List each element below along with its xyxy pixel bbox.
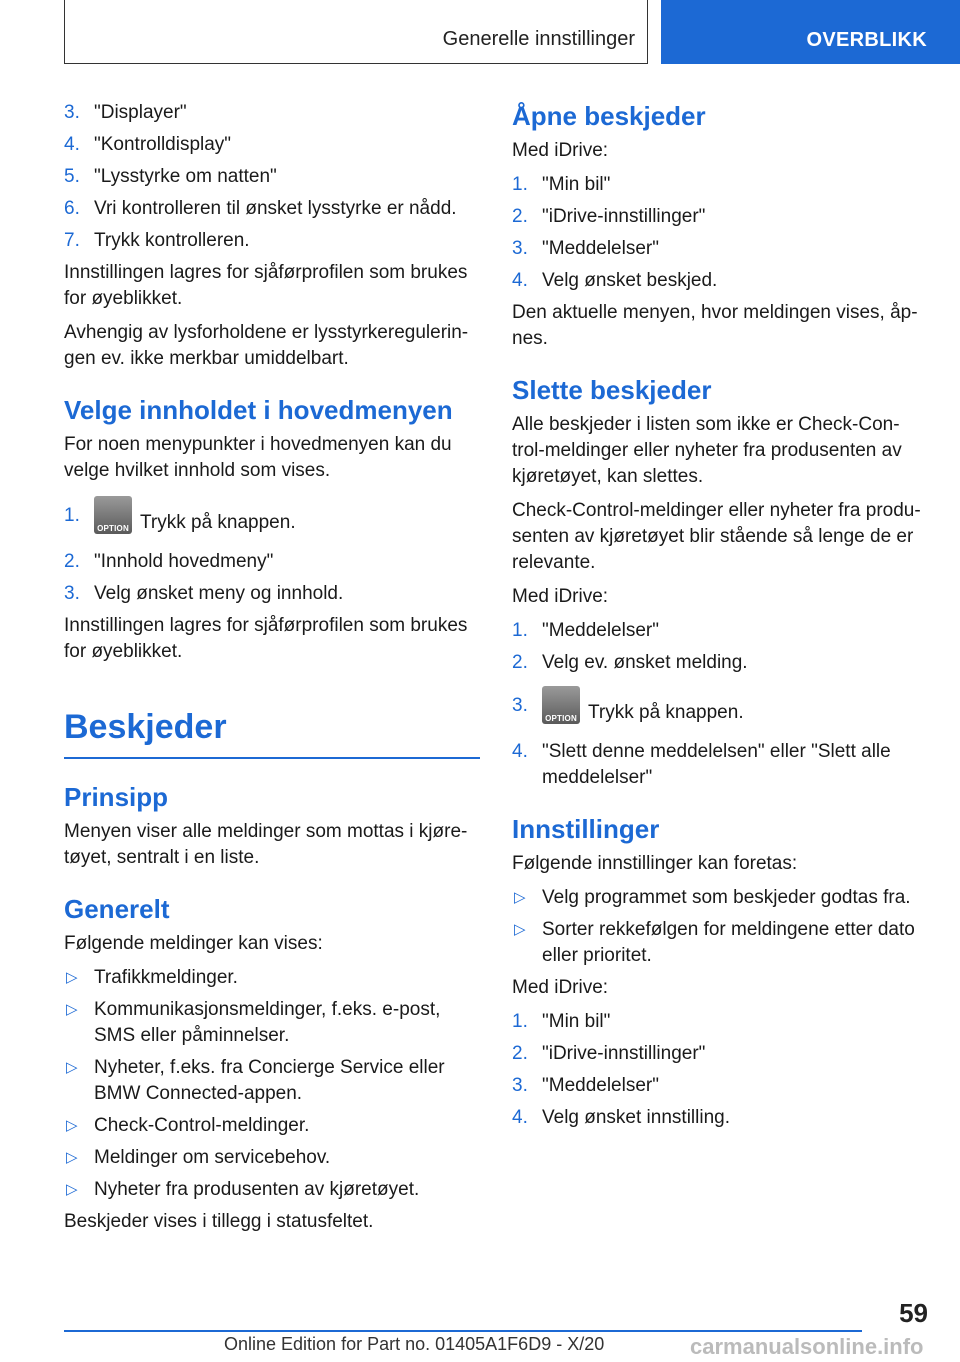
- list-item: 3. Velg ønsket meny og innhold.: [64, 583, 344, 604]
- list-item: 1. "Meddelelser": [512, 620, 659, 641]
- list-item: 3. "Meddelelser": [512, 1075, 659, 1096]
- list-item: 4. "Slett denne meddelelsen" eller "Slett alle meddelelser": [512, 741, 891, 788]
- list-item: 3. "Displayer": [64, 102, 187, 123]
- right-column: [512, 100, 928, 1137]
- heading-delete-messages: Slette beskjeder: [512, 375, 712, 405]
- paragraph: Menyen viser alle meldinger som mottas i kjøre-tøyet, sentralt i en liste.: [64, 821, 468, 868]
- paragraph: Følgende innstillinger kan foretas:: [512, 853, 798, 874]
- bullet-triangle-icon: ▷: [66, 1117, 78, 1134]
- header-section-title: Generelle innstillinger: [442, 28, 635, 50]
- page-number: 59: [899, 1298, 928, 1328]
- list-item: 2. Velg ev. ønsket melding.: [512, 652, 748, 673]
- header-chapter-tab[interactable]: [661, 0, 960, 64]
- list-item: 1. OPTION Trykk på knappen.: [64, 496, 480, 543]
- header-chapter-label: OVERBLIKK: [806, 29, 927, 51]
- list-item: ▷ Trafikkmeldinger.: [64, 965, 480, 991]
- paragraph: Med iDrive:: [512, 977, 609, 998]
- delete-steps: [512, 618, 928, 791]
- list-item: ▷ Nyheter, f.eks. fra Concierge Service eller BMW Connected-appen.: [66, 1057, 445, 1104]
- bullet-triangle-icon: ▷: [66, 1149, 78, 1166]
- heading-settings: Innstillinger: [512, 814, 660, 844]
- list-item: 6. Vri kontrolleren til ønsket lysstyrke er nådd.: [64, 198, 457, 219]
- list-item: ▷ Velg programmet som beskjeder godtas fra.: [512, 885, 928, 911]
- settings-options-list: [512, 885, 928, 969]
- list-item: 4. Velg ønsket innstilling.: [512, 1107, 730, 1128]
- list-item: 2. "iDrive-innstillinger": [512, 1043, 706, 1064]
- list-item: 4. Velg ønsket beskjed.: [512, 270, 718, 291]
- bullet-triangle-icon: ▷: [66, 1181, 78, 1198]
- footer-edition: Online Edition for Part no. 01405A1F6D9 - X/20: [224, 1334, 605, 1354]
- option-button-icon: OPTION: [94, 496, 132, 534]
- settings-steps: [512, 1009, 928, 1131]
- watermark: carmanualsonline.info: [690, 1334, 924, 1359]
- list-item: ▷ Check-Control-meldinger.: [64, 1113, 480, 1139]
- list-item: ▷ Kommunikasjonsmeldinger, f.eks. e-post, SMS eller påminnelser.: [66, 999, 441, 1046]
- heading-general: Generelt: [64, 894, 170, 924]
- list-item: 1. "Min bil": [512, 1011, 611, 1032]
- paragraph: Beskjeder vises i tillegg i statusfeltet.: [64, 1211, 374, 1232]
- heading-principle: Prinsipp: [64, 782, 169, 812]
- brightness-steps: [64, 100, 480, 254]
- left-column: [64, 100, 480, 1243]
- paragraph: Den aktuelle menyen, hvor meldingen vises, åp-nes.: [512, 302, 918, 349]
- paragraph: Avhengig av lysforholdene er lysstyrkeregulerin-gen ev. ikke merkbar umiddelbart.: [64, 322, 469, 369]
- paragraph: Alle beskjeder i listen som ikke er Check-Con-trol-meldinger eller nyheter fra produsenten av kjøretøyet, kan slettes.: [512, 414, 902, 487]
- list-item: 3. "Meddelelser": [512, 238, 659, 259]
- bullet-triangle-icon: ▷: [66, 1001, 78, 1018]
- list-item: ▷ Sorter rekkefølgen for meldingene etter dato eller prioritet.: [514, 919, 915, 966]
- paragraph: Innstillingen lagres for sjåførprofilen som brukes for øyeblikket.: [64, 262, 468, 309]
- header-section-box: [64, 0, 648, 64]
- heading-main-menu: Velge innholdet i hovedmenyen: [64, 395, 453, 425]
- paragraph: Innstillingen lagres for sjåførprofilen som brukes for øyeblikket.: [64, 615, 468, 662]
- option-button-icon: OPTION: [542, 686, 580, 724]
- bullet-triangle-icon: ▷: [66, 969, 78, 986]
- heading-open-messages: Åpne beskjeder: [512, 101, 706, 131]
- list-item: 2. "Innhold hovedmeny": [64, 551, 274, 572]
- list-item: 2. "iDrive-innstillinger": [512, 206, 706, 227]
- list-item: ▷ Meldinger om servicebehov.: [64, 1145, 480, 1171]
- bullet-triangle-icon: ▷: [66, 1059, 78, 1076]
- paragraph: Følgende meldinger kan vises:: [64, 933, 323, 954]
- bullet-triangle-icon: ▷: [514, 889, 526, 906]
- list-item: 1. "Min bil": [512, 174, 611, 195]
- main-menu-steps: [64, 496, 480, 607]
- list-item: 5. "Lysstyrke om natten": [64, 166, 277, 187]
- paragraph: Check-Control-meldinger eller nyheter fra produ-senten av kjøretøyet blir stående så lenge de er relevante.: [512, 500, 921, 573]
- chapter-heading: Beskjeder: [64, 701, 480, 759]
- open-steps: [512, 172, 928, 294]
- paragraph: For noen menypunkter i hovedmenyen kan du velge hvilket innhold som vises.: [64, 434, 452, 481]
- list-item: 4. "Kontrolldisplay": [64, 134, 232, 155]
- list-item: 3. OPTION Trykk på knappen.: [512, 686, 928, 733]
- paragraph: Med iDrive:: [512, 140, 609, 161]
- bullet-triangle-icon: ▷: [514, 921, 526, 938]
- list-item: 7. Trykk kontrolleren.: [64, 230, 250, 251]
- footer-divider: [64, 1330, 862, 1332]
- message-types-list: [64, 965, 480, 1203]
- list-item: ▷ Nyheter fra produsenten av kjøretøyet.: [64, 1177, 480, 1203]
- paragraph: Med iDrive:: [512, 586, 609, 607]
